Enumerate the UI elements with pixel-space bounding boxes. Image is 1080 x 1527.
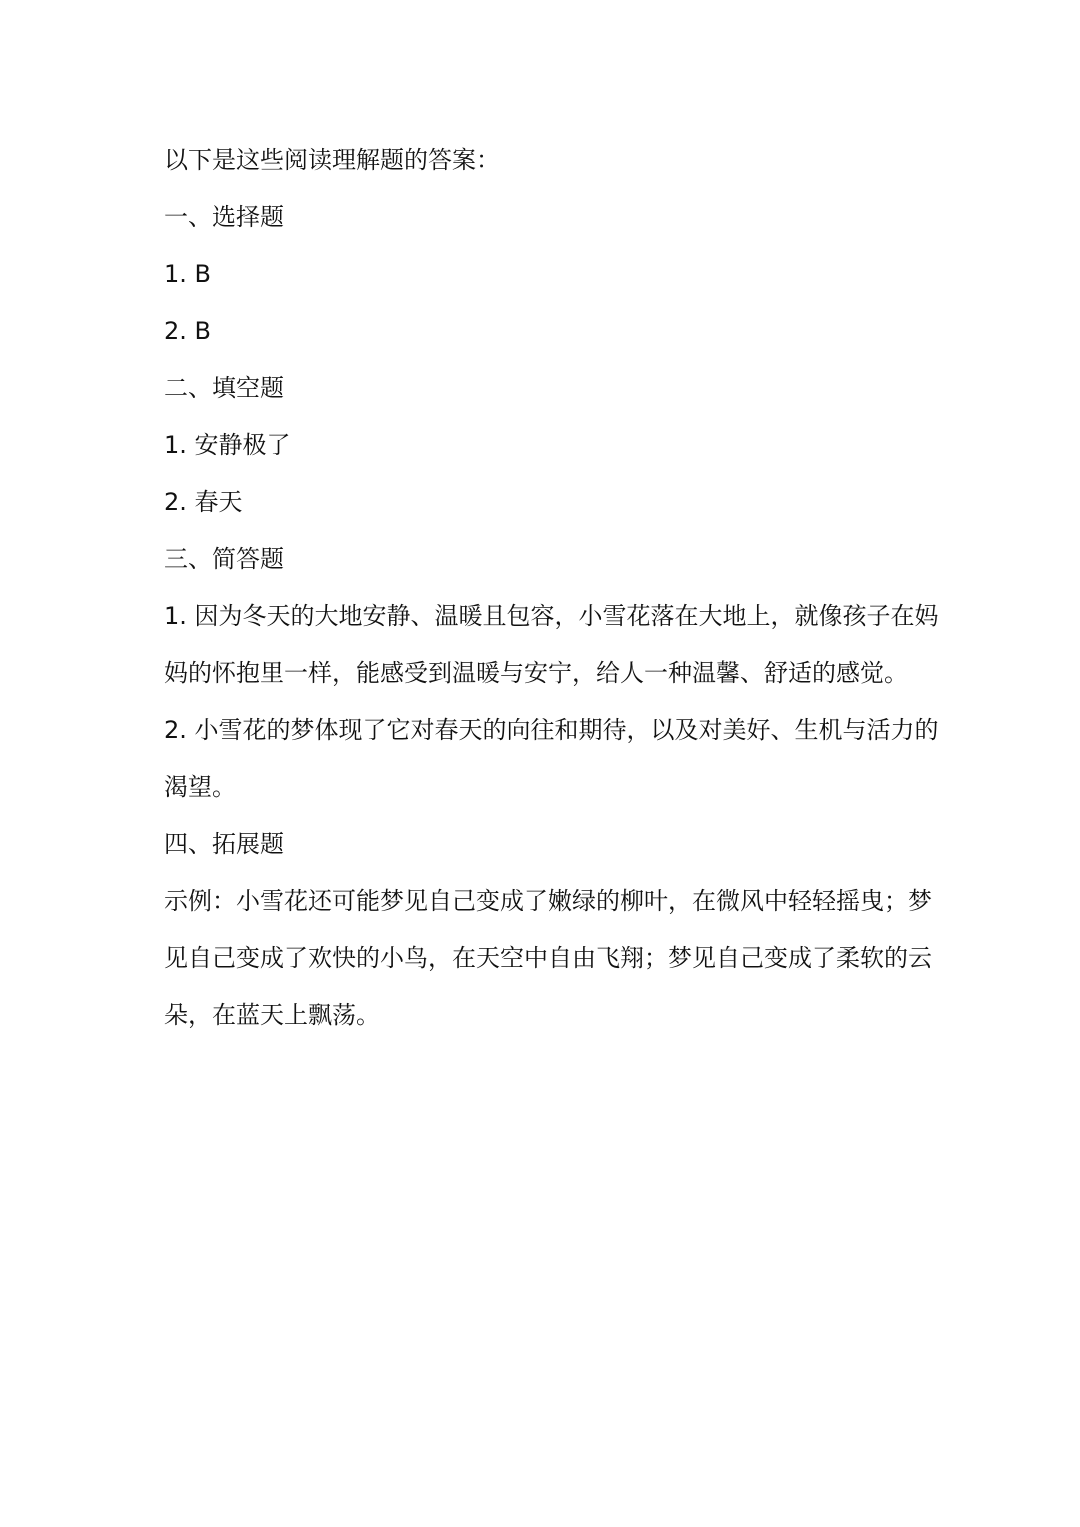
- example-paragraph: 示例：小雪花还可能梦见自己变成了嫩绿的柳叶，在微风中轻轻摇曳；梦见自己变成了欢快的小鸟，在天空中自由飞翔；梦见自己变成了柔软的云朵，在蓝天上飘荡。: [164, 887, 932, 1029]
- answer-item: 1. B: [164, 260, 211, 288]
- section-title-short-answer: 三、简答题: [164, 545, 284, 573]
- answer-paragraph: 1. 因为冬天的大地安静、温暖且包容，小雪花落在大地上，就像孩子在妈妈的怀抱里一样，能感受到温暖与安宁，给人一种温馨、舒适的感觉。: [164, 602, 939, 687]
- answer-item: 2. 春天: [164, 488, 243, 516]
- section-title-fill-in: 二、填空题: [164, 374, 284, 402]
- answer-item: 1. 安静极了: [164, 431, 291, 459]
- answer-document: [164, 132, 940, 1044]
- section-title-extension: 四、拓展题: [164, 830, 284, 858]
- intro-text: 以下是这些阅读理解题的答案：: [164, 146, 500, 174]
- section-title-multiple-choice: 一、选择题: [164, 203, 284, 231]
- answer-item: 2. B: [164, 317, 211, 345]
- answer-paragraph: 2. 小雪花的梦体现了它对春天的向往和期待，以及对美好、生机与活力的渴望。: [164, 716, 939, 801]
